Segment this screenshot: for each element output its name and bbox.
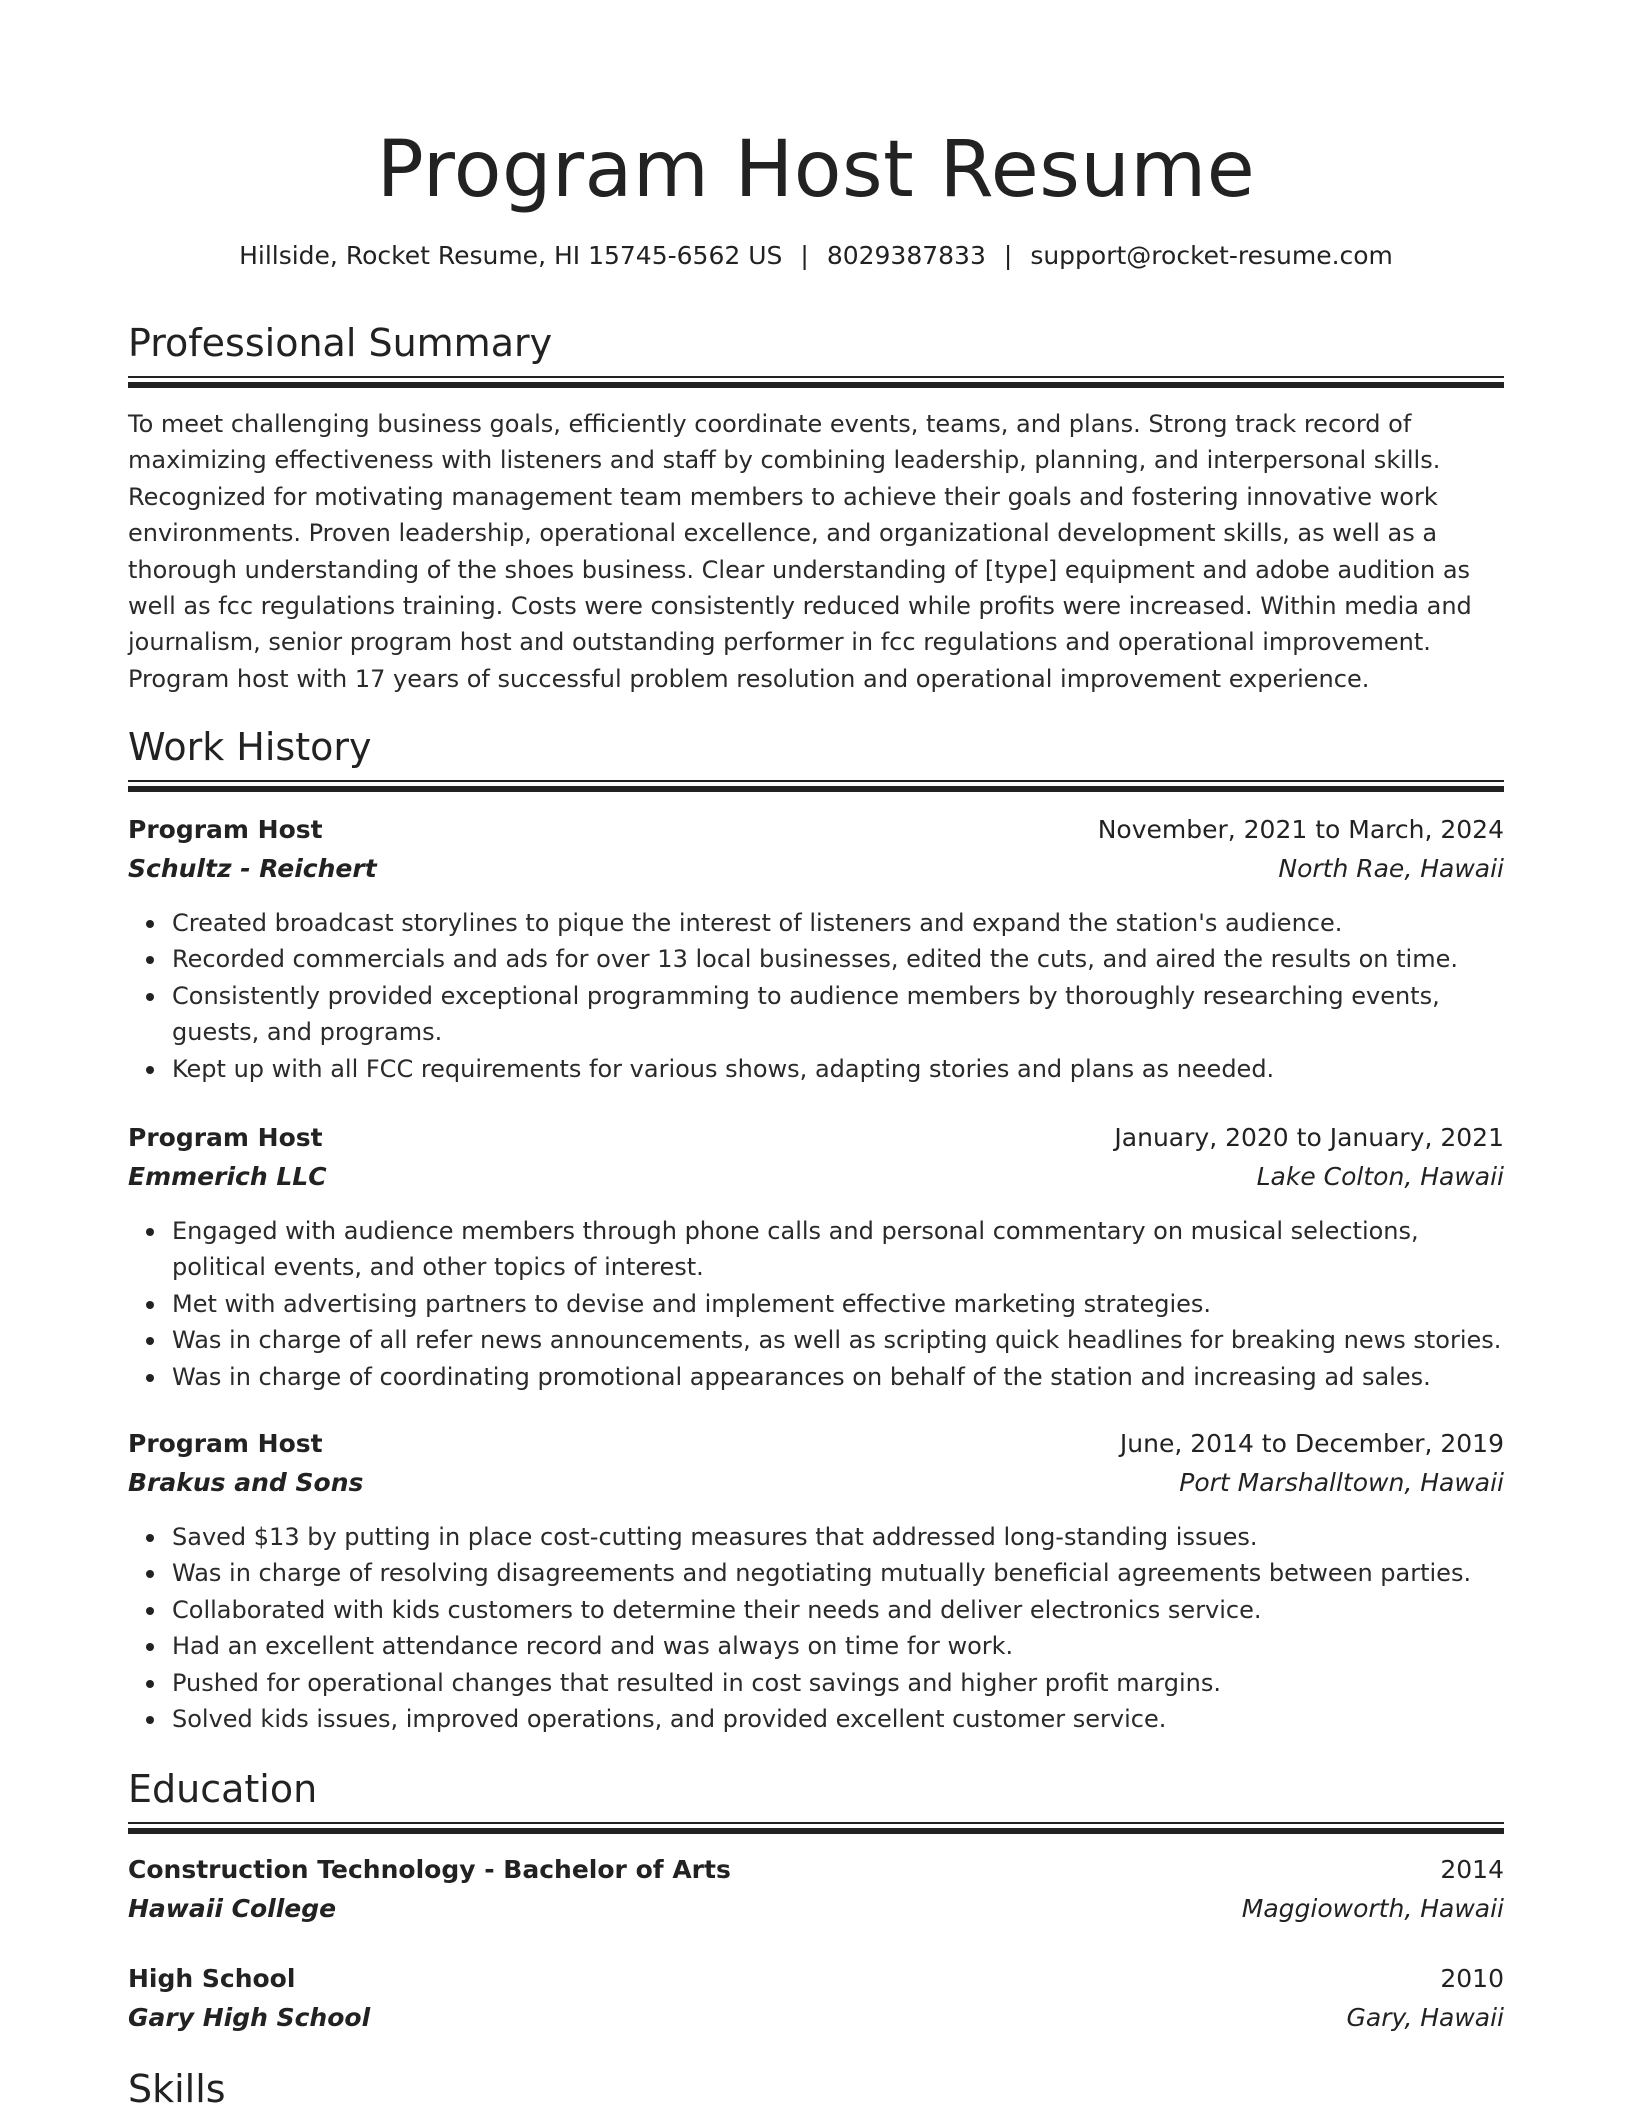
contact-separator: | [1003,241,1013,270]
job-entry [128,1120,1504,1198]
education-degree: High School [128,1964,296,1993]
section-divider [128,1828,1504,1834]
section-divider [128,382,1504,388]
contact-address: Hillside, Rocket Resume, HI 15745-6562 US [239,241,783,270]
job-entry [128,1426,1504,1504]
list-item: Consistently provided exceptional programming to audience members by thoroughly researching events, guests, and programs. [172,978,1504,1051]
list-item: Was in charge of coordinating promotional appearances on behalf of the station and increasing ad sales. [172,1359,1504,1395]
job-bullets [128,905,1504,1087]
contact-separator: | [800,241,809,270]
education-header-row [128,1961,1504,2000]
education-school: Gary High School [128,2003,371,2032]
section-work-history [128,722,1504,772]
job-entry [128,812,1504,890]
job-company: Schultz - Reichert [128,854,377,883]
section-heading: Work History [128,725,372,769]
contact-line [128,238,1504,274]
section-professional-summary [128,318,1504,368]
job-header-row [128,812,1504,851]
education-header-row [128,1852,1504,1891]
job-dates: January, 2020 to January, 2021 [1114,1123,1504,1152]
education-year: 2010 [1440,1964,1504,1993]
section-heading: Education [128,1767,318,1811]
job-company-row [128,851,1504,890]
contact-email[interactable]: support@rocket-resume.com [1030,241,1393,270]
education-school-row [128,1891,1504,1930]
job-bullets [128,1213,1504,1395]
section-heading: Skills [128,2067,226,2111]
job-dates: June, 2014 to December, 2019 [1119,1429,1504,1458]
list-item: Pushed for operational changes that resulted in cost savings and higher profit margins. [172,1665,1504,1701]
list-item: Solved kids issues, improved operations, and provided excellent customer service. [172,1701,1504,1737]
education-location: Maggioworth, Hawaii [1241,1894,1504,1923]
list-item: Engaged with audience members through phone calls and personal commentary on musical selections, political events, and other topics of interest. [172,1213,1504,1286]
job-title: Program Host [128,1123,323,1152]
job-location: North Rae, Hawaii [1278,854,1504,883]
list-item: Was in charge of all refer news announcements, as well as scripting quick headlines for breaking news stories. [172,1322,1504,1358]
list-item: Was in charge of resolving disagreements and negotiating mutually beneficial agreements between parties. [172,1555,1504,1591]
list-item: Collaborated with kids customers to determine their needs and deliver electronics service. [172,1592,1504,1628]
education-entry [128,1961,1504,2039]
education-location: Gary, Hawaii [1346,2003,1504,2032]
job-company-row [128,1465,1504,1504]
summary-text: To meet challenging business goals, efficiently coordinate events, teams, and plans. Strong track record of maximizing effectiveness with listeners and staff by combining leadership, planning, and interpersonal skills. Recognized for motivating management team members to achieve their goals and fostering innovative work environments. Proven leadership, operational excellence, and organizational development skills, as well as a thorough understanding of the shoes business. Clear understanding of [type] equipment and adobe audition as well as fcc regulations training. Costs were consistently reduced while profits were increased. Within media and journalism, senior program host and outstanding performer in fcc regulations and operational improvement. Program host with 17 years of successful problem resolution and operational improvement experience. [128,410,1472,693]
education-school: Hawaii College [128,1894,337,1923]
job-bullets [128,1519,1504,1737]
job-title: Program Host [128,1429,323,1458]
list-item: Saved $13 by putting in place cost-cutting measures that addressed long-standing issues. [172,1519,1504,1555]
list-item: Met with advertising partners to devise and implement effective marketing strategies. [172,1286,1504,1322]
job-header-row [128,1426,1504,1465]
job-title: Program Host [128,815,323,844]
education-degree: Construction Technology - Bachelor of Arts [128,1855,731,1884]
list-item: Created broadcast storylines to pique the interest of listeners and expand the station's audience. [172,905,1504,941]
job-company: Emmerich LLC [128,1162,327,1191]
job-header-row [128,1120,1504,1159]
education-school-row [128,2000,1504,2039]
education-year: 2014 [1440,1855,1504,1884]
section-education [128,1764,1504,1814]
contact-phone: 8029387833 [826,241,986,270]
section-divider [128,1822,1504,1824]
job-company-row [128,1159,1504,1198]
job-location: Lake Colton, Hawaii [1256,1162,1504,1191]
list-item: Had an excellent attendance record and was always on time for work. [172,1628,1504,1664]
section-divider [128,786,1504,792]
job-location: Port Marshalltown, Hawaii [1179,1468,1504,1497]
list-item: Recorded commercials and ads for over 13 local businesses, edited the cuts, and aired the results on time. [172,941,1504,977]
section-divider [128,376,1504,378]
job-company: Brakus and Sons [128,1468,364,1497]
section-heading: Professional Summary [128,321,553,365]
education-entry [128,1852,1504,1930]
job-dates: November, 2021 to March, 2024 [1097,815,1504,844]
resume-title: Program Host Resume [376,125,1256,215]
section-skills [128,2064,1504,2114]
section-divider [128,780,1504,782]
list-item: Kept up with all FCC requirements for various shows, adapting stories and plans as needed. [172,1051,1504,1087]
